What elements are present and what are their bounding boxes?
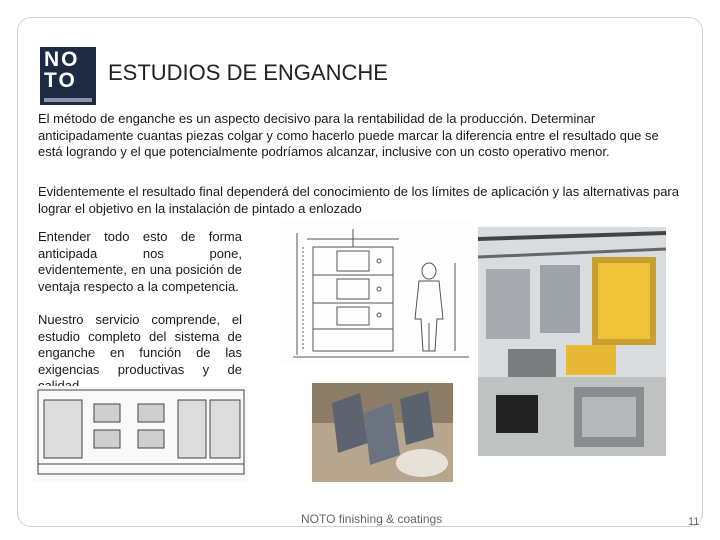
result-paragraph: Evidentemente el resultado final dependerá del conocimiento de los límites de aplicación y las alternativas para lograr el objetivo en la instalación de pintado a enlozado xyxy=(38,184,679,216)
noto-logo xyxy=(40,47,96,105)
footer-text: NOTO finishing & coatings xyxy=(301,512,443,526)
page-number: 11 xyxy=(688,516,700,528)
intro-paragraph: El método de enganche es un aspecto decisivo para la rentabilidad de la producción. Determinar anticipadamente cuantas piezas colgar y como hacerlo puede marcar la diferencia entre el resultado que se está logrando y el que potencialmente podríamos alcanzar, inclusive con un costo operativo menor. xyxy=(38,111,659,159)
logo-tagline-bar xyxy=(44,98,92,102)
spray-booth-photo xyxy=(312,383,453,482)
page-title: ESTUDIOS DE ENGANCHE xyxy=(108,60,388,85)
layout-drawing-image xyxy=(34,386,248,482)
rack-drawing-image xyxy=(279,219,472,363)
conveyor-photo xyxy=(478,227,666,456)
service-paragraph: Nuestro servicio comprende, el estudio completo del sistema de enganche en función de las exigencias productivas y de xyxy=(38,312,242,377)
advantage-paragraph: Entender todo esto de forma anticipada nos pone, evidentemente, en una posición de ventaja respecto a la competencia. xyxy=(38,229,242,294)
logo-letters: NO TO xyxy=(44,48,80,92)
